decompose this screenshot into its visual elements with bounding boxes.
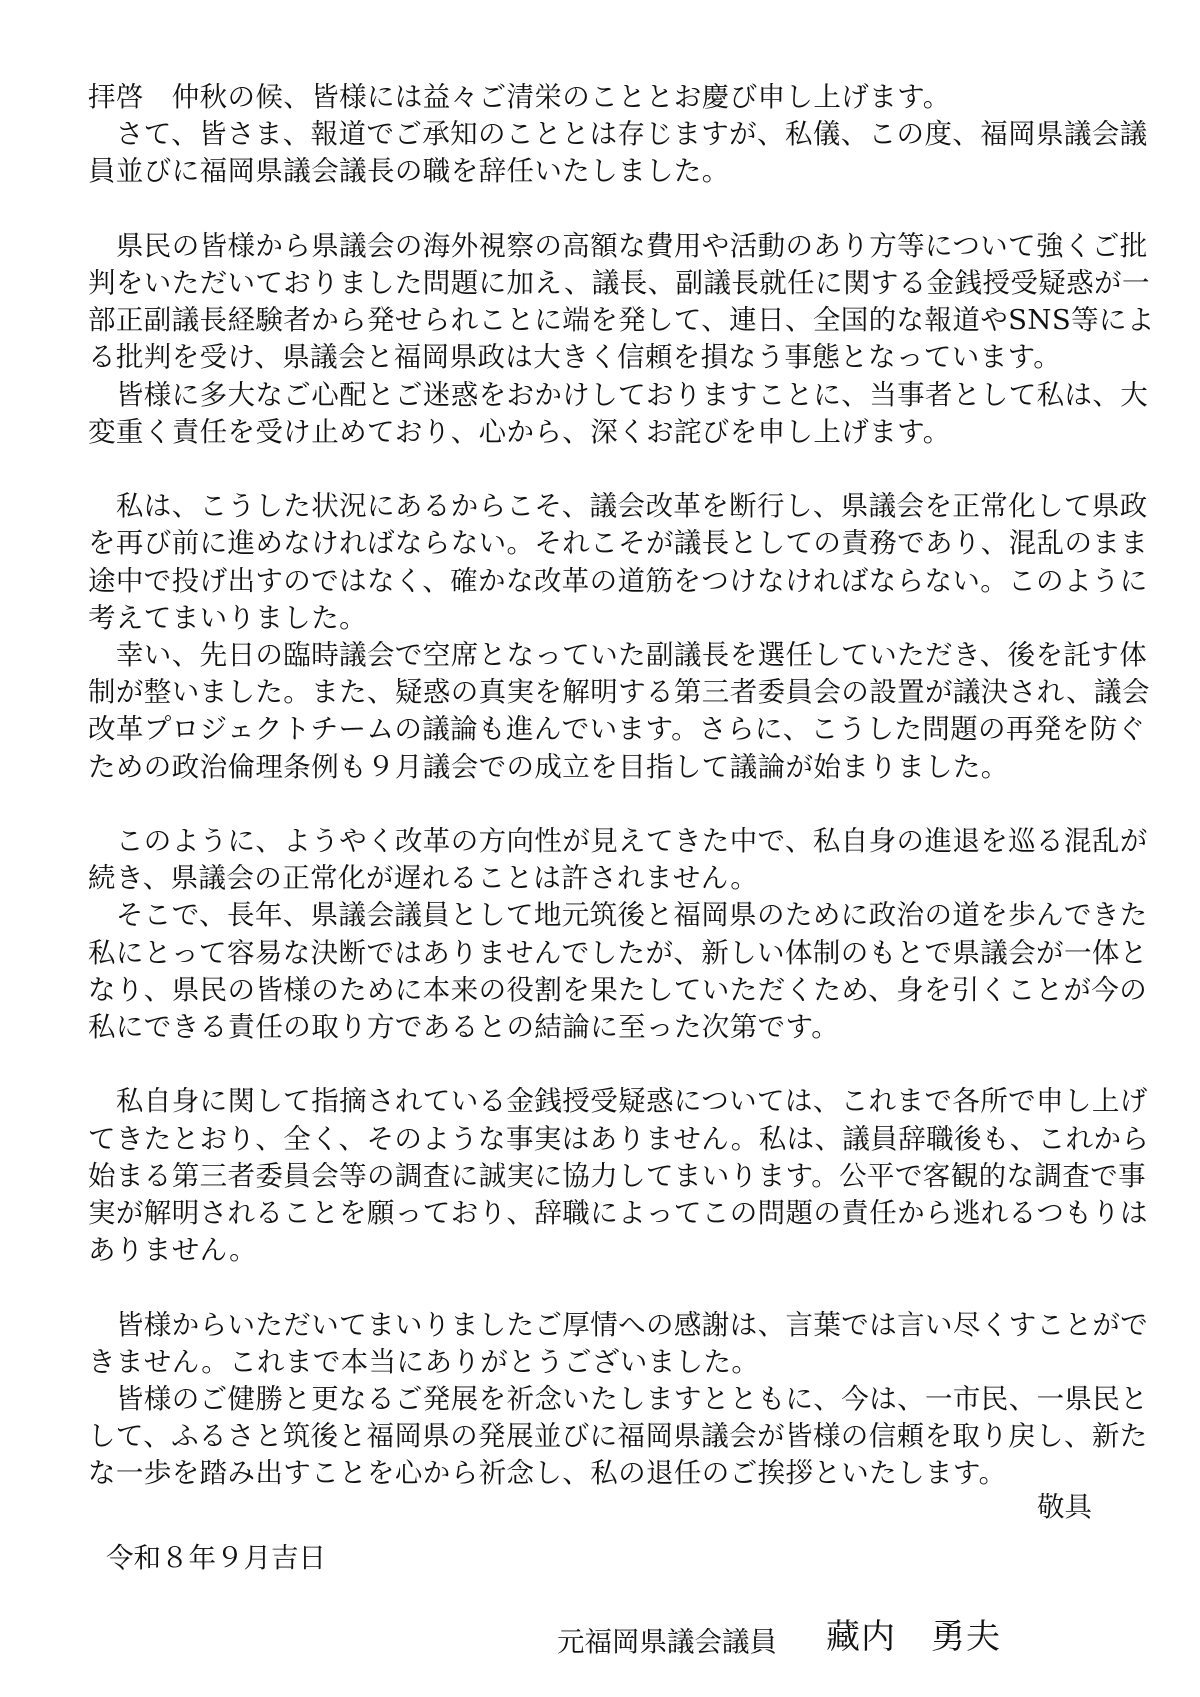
letter-line: てきたとおり、全く、そのような事実はありません。私は、議員辞職後も、これから: [88, 1122, 1150, 1155]
letter-line: 部正副議長経験者から発せられことに端を発して、連日、全国的な報道やSNS等によ: [88, 304, 1155, 337]
letter-line: さて、皆さま、報道でご承知のこととは存じますが、私儀、この度、福岡県議会議: [88, 118, 1148, 151]
letter-line: 改革プロジェクトチームの議論も進んでいます。さらに、こうした問題の再発を防ぐ: [88, 713, 1146, 746]
letter-line: 皆様からいただいてまいりましたご厚情への感謝は、言葉では言い尽くすことがで: [88, 1308, 1149, 1341]
letter-line: して、ふるさと筑後と福岡県の発展並びに福岡県議会が皆様の信頼を取り戻し、新た: [88, 1420, 1148, 1453]
letter-line: 始まる第三者委員会等の調査に誠実に協力してまいります。公平で客観的な調査で事: [88, 1159, 1146, 1192]
letter-line: きません。これまで本当にありがとうございました。: [88, 1345, 760, 1378]
letter-line: 実が解明されることを願っており、辞職によってこの問題の責任から逃れるつもりは: [88, 1197, 1148, 1229]
letter-line: 県民の皆様から県議会の海外視察の高額な費用や活動のあり方等について強くご批: [88, 229, 1148, 262]
letter-line: 皆様に多大なご心配とご迷惑をおかけしておりますことに、当事者として私は、大: [88, 378, 1149, 411]
letter-line: な一歩を踏み出すことを心から祈念し、私の退任のご挨拶といたします。: [88, 1457, 1007, 1490]
letter-line: 変重く責任を受け止めており、心から、深くお詫びを申し上げます。: [88, 415, 951, 448]
letter-line: る批判を受け、県議会と福岡県政は大きく信頼を損なう事態となっています。: [88, 341, 1062, 374]
letter-line: 私にとって容易な決断ではありませんでしたが、新しい体制のもとで県議会が一体と: [88, 936, 1148, 969]
letter-line: なり、県民の皆様のために本来の役割を果たしていただくため、身を引くことが今の: [88, 973, 1148, 1006]
letter-line: このように、ようやく改革の方向性が見えてきた中で、私自身の進退を巡る混乱が: [88, 825, 1148, 857]
letter-line: そこで、長年、県議会議員として地元筑後と福岡県のために政治の道を歩んできた: [88, 899, 1148, 932]
signature-name: 藏内 勇夫: [826, 1617, 1001, 1657]
letter-line: 私は、こうした状況にあるからこそ、議会改革を断行し、県議会を正常化して県政: [88, 490, 1148, 523]
letter-date: 令和８年９月吉日: [106, 1542, 326, 1574]
letter-line: ありません。: [88, 1234, 258, 1267]
letter-line: 続き、県議会の正常化が遅れることは許されません。: [88, 862, 759, 895]
letter-line: 幸い、先日の臨時議会で空席となっていた副議長を選任していただき、後を託す体: [88, 639, 1148, 671]
letter-line: 考えてまいりました。: [88, 601, 367, 634]
signature-title: 元福岡県議会議員: [557, 1626, 777, 1658]
closing-phrase: 敬具: [1037, 1491, 1092, 1523]
letter-line: 私にできる責任の取り方であるとの結論に至った次第です。: [88, 1011, 840, 1043]
letter-line: 判をいただいておりました問題に加え、議長、副議長就任に関する金銭授受疑惑が一: [88, 267, 1150, 299]
letter-line: 員並びに福岡県議会議長の職を辞任いたしました。: [88, 155, 730, 188]
letter-line: 皆様のご健勝と更なるご発展を祈念いたしますとともに、今は、一市民、一県民と: [88, 1383, 1149, 1415]
letter-line: ための政治倫理条例も９月議会での成立を目指して議論が始まりました。: [88, 750, 1009, 783]
letter-line: 途中で投げ出すのではなく、確かな改革の道筋をつけなければならない。このように: [88, 564, 1148, 597]
letter-line: 私自身に関して指摘されている金銭授受疑惑については、これまで各所で申し上げ: [88, 1085, 1148, 1118]
letter-line: 拝啓 仲秋の候、皆様には益々ご清栄のこととお慶び申し上げます。: [88, 81, 951, 113]
letter-line: 制が整いました。また、疑惑の真実を解明する第三者委員会の設置が議決され、議会: [88, 676, 1150, 709]
letter-line: を再び前に進めなければならない。それこそが議長としての責務であり、混乱のまま: [88, 527, 1149, 560]
